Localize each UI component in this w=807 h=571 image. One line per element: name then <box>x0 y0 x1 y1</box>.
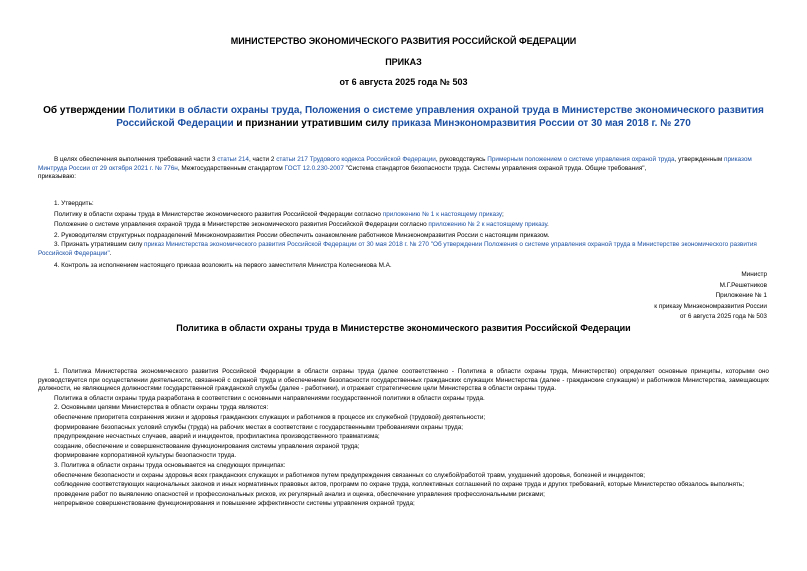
preamble-text: , утвержденным <box>674 156 724 163</box>
item-1-policy <box>38 210 769 221</box>
policy-list-item: формирование корпоративной культуры безопасности труда. <box>54 452 237 460</box>
policy-list-item: обеспечение приоритета сохранения жизни и здоровья гражданских служащих и работников в процессе их служебной (трудовой) деятельности; <box>54 413 486 421</box>
policy-list-item: проведение работ по выявлению опасностей и профессиональных рисков, их регулярный анализ и оценка, обеспечение управления профессиональными рисками; <box>54 490 545 498</box>
policy-list-item: создание, обеспечение и совершенствование функционирования системы управления охраной труда; <box>54 442 360 450</box>
doc-date-number: от 6 августа 2025 года № 503 <box>339 77 468 87</box>
preamble-text: "Система стандартов безопасности труда. Системы управления охраной труда. Общие требования", <box>343 164 647 172</box>
link-article-217[interactable]: статьи 217 Трудового кодекса Российской Федерации <box>276 156 436 163</box>
item-1: 1. Утвердить: <box>54 200 94 207</box>
doc-type-heading: ПРИКАЗ <box>385 57 422 67</box>
item-3 <box>38 241 769 258</box>
item-text: Положение о системе управления охраной труда в Министерстве экономического развития Российской Федерации согласно <box>54 221 429 229</box>
item-4: 4. Контроль за исполнением настоящего приказа возложить на первого заместителя Министра Колесникова М.А. <box>54 261 392 269</box>
order-items <box>38 199 769 271</box>
link-gost[interactable]: ГОСТ 12.0.230-2007 <box>284 164 344 172</box>
link-repealed-order[interactable]: приказ Министерства экономического развития Российской Федерации от 30 мая 2018 г. № 270 "Об утверждении Положения о системе управления охраной труда в Министерстве экономического развития Российской Федерации" <box>38 241 757 257</box>
policy-list-item: соблюдение соответствующих национальных законов и иных нормативных правовых актов, программ по охране труда, коллективных соглашений по охране труда и других требований, которые Министерство обязалось выполнять; <box>54 481 744 489</box>
preamble-block <box>38 156 769 182</box>
policy-list-item: непрерывное совершенствование функционирования и повышение эффективности системы управления охраной труда; <box>54 500 415 508</box>
item-text: . <box>547 221 549 229</box>
policy-title: Политика в области охраны труда в Министерстве экономического развития Российской Федерации <box>176 323 631 333</box>
policy-paragraph: 3. Политика в области охраны труда основывается на следующих принципах: <box>54 461 286 469</box>
signer-role: Министр <box>741 271 767 278</box>
link-annex-2[interactable]: приложению № 2 к настоящему приказу <box>428 221 548 229</box>
document-title <box>40 104 767 130</box>
title-text-2: и признании утратившим силу <box>233 118 392 129</box>
annex-label: Приложение № 1 <box>715 292 767 300</box>
preamble-text: , руководствуясь <box>435 156 488 163</box>
annex-to: к приказу Минэкономразвития России <box>654 302 767 310</box>
link-mintrud-order[interactable]: приказом Минтруда России от 29 октября 2021 г. № 776н <box>38 156 752 172</box>
policy-list-item: предупреждение несчастных случаев, аварий и инцидентов, профилактика производственного травматизма; <box>54 433 380 441</box>
title-link-policy[interactable]: Политики в области охраны труда, Положения о системе управления охраной труда в Министерстве экономического развития Российской Федерации <box>116 105 764 129</box>
policy-list-item: обеспечение безопасности и охраны здоровья всех гражданских служащих и работников путем предупреждения связанных со службой/работой травм, ухудшений здоровья, болезней и инцидентов; <box>54 471 646 479</box>
signature-block <box>654 270 767 323</box>
link-annex-1[interactable]: приложению № 1 к настоящему приказу <box>382 210 503 218</box>
policy-paragraph: Политика в области охраны труда разработана в соответствии с основными направлениями государственной политики в области охраны труда. <box>54 394 485 402</box>
title-text-1: Об утверждении <box>43 105 129 116</box>
policy-paragraph: 2. Основными целями Министерства в области охраны труда являются: <box>54 404 269 412</box>
link-article-214[interactable]: статьи 214 <box>217 156 249 163</box>
item-2: 2. Руководителям структурных подразделений Минэкономразвития России обеспечить ознакомление работников Минэкономразвития России с настоящим приказом. <box>54 231 550 239</box>
signer-name: М.Г.Решетников <box>719 281 767 289</box>
item-1-regulation <box>38 220 769 231</box>
item-text: 3. Признать утратившим силу <box>54 241 145 249</box>
ministry-heading: МИНИСТЕРСТВО ЭКОНОМИЧЕСКОГО РАЗВИТИЯ РОССИЙСКОЙ ФЕДЕРАЦИИ <box>230 36 577 46</box>
order-word: приказываю: <box>38 173 76 181</box>
preamble-paragraph <box>38 156 769 173</box>
item-text: . <box>109 249 112 257</box>
link-model-regulation[interactable]: Примерным положением о системе управления охраной труда <box>487 156 675 163</box>
annex-date: от 6 августа 2025 года № 503 <box>679 313 767 321</box>
preamble-text: , части 2 <box>248 156 277 163</box>
title-link-order-2018[interactable]: приказа Минэкономразвития России от 30 мая 2018 г. № 270 <box>391 118 691 129</box>
preamble-text: , Межгосударственным стандартом <box>177 164 285 172</box>
preamble-text: В целях обеспечения выполнения требований части 3 <box>54 156 218 163</box>
item-text: ; <box>502 210 504 218</box>
policy-list-item: формирование безопасных условий службы (труда) на рабочих местах в соответствии с государственными требованиями охраны труда; <box>54 423 464 431</box>
policy-body <box>38 368 769 509</box>
policy-paragraph: 1. Политика Министерства экономического развития Российской Федерации в области охраны труда (далее соответственно - Политика в области охраны труда, Министерство) определяет основные принципы, которыми оно руководствуется при осуществлении деятельности, связанной с охраной труда и обеспечением безопасности государственных гражданских служащих Министерства (далее - гражданские служащие) и работников Министерства, замещающих должности, не являющиеся должностями государственной гражданской службы (далее - работники), и отражает стратегические цели Министерства в области охраны труда. <box>38 368 769 393</box>
item-text: Политику в области охраны труда в Министерстве экономического развития Российской Федерации согласно <box>54 210 383 218</box>
